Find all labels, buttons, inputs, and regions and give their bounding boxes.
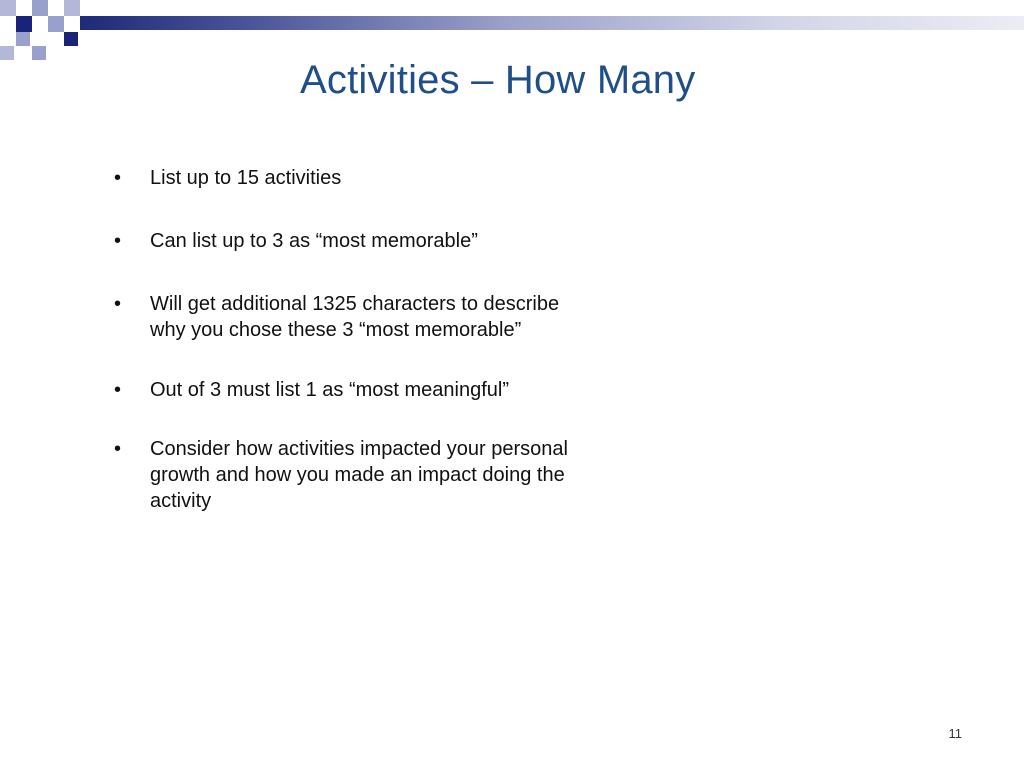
bullet-text: Out of 3 must list 1 as “most meaningful” xyxy=(150,379,510,401)
decor-square xyxy=(16,16,32,32)
decor-square xyxy=(48,16,64,32)
bullet-item xyxy=(110,228,630,254)
decor-square xyxy=(16,32,30,46)
bullet-text: Will get additional 1325 characters to describe why you chose these 3 “most memorable” xyxy=(150,293,560,341)
decor-square xyxy=(32,0,48,16)
decor-square xyxy=(0,46,14,60)
bullet-item xyxy=(110,165,630,191)
decor-square xyxy=(64,32,78,46)
decor-square xyxy=(64,0,80,16)
bullet-text: Consider how activities impacted your personal growth and how you made an impact doing the activity xyxy=(150,438,568,512)
bullet-item xyxy=(110,291,580,343)
bullet-dot-icon: • xyxy=(114,379,122,401)
bullet-dot-icon: • xyxy=(114,438,122,460)
bullet-list xyxy=(110,165,630,514)
bullet-text: List up to 15 activities xyxy=(150,167,342,189)
bullet-text: Can list up to 3 as “most memorable” xyxy=(150,230,478,252)
decor-square xyxy=(0,0,16,16)
slide-title: Activities – How Many xyxy=(300,58,696,102)
decor-square xyxy=(32,46,46,60)
slide-number: 11 xyxy=(948,726,962,741)
bullet-item xyxy=(110,377,630,403)
header-gradient-band xyxy=(80,16,1024,30)
bullet-dot-icon: • xyxy=(114,167,122,189)
bullet-item xyxy=(110,436,580,514)
bullet-dot-icon: • xyxy=(114,230,122,252)
bullet-dot-icon: • xyxy=(114,293,122,315)
